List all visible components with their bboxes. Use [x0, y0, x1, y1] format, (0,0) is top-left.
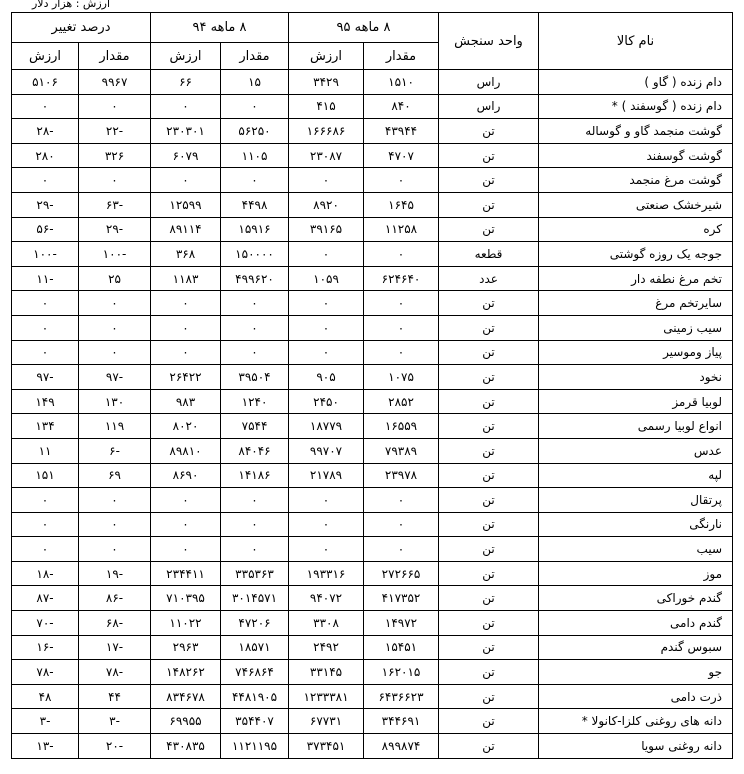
cell-product-name: دانه روغنی سویا	[539, 734, 733, 759]
cell-qty-94: ۵۶۲۵۰	[221, 119, 289, 144]
table-row	[12, 611, 733, 636]
header-unit: واحد سنجش	[439, 13, 539, 70]
header-period-95: ۸ ماهه ۹۵	[289, 13, 439, 43]
table-row	[12, 143, 733, 168]
cell-qty-change: -۲۹	[79, 217, 151, 242]
cell-product-name: موز	[539, 561, 733, 586]
unit-note: ارزش : هزار دلار	[32, 0, 111, 10]
cell-value-change: ۵۱۰۶	[12, 70, 79, 95]
cell-value-95: ۰	[289, 168, 364, 193]
cell-value-94: ۶۶	[151, 70, 221, 95]
cell-qty-95: ۰	[364, 315, 439, 340]
cell-value-95: ۰	[289, 512, 364, 537]
cell-value-change: ۱۱	[12, 438, 79, 463]
header-value-94: ارزش	[151, 43, 221, 70]
cell-qty-94: ۰	[221, 315, 289, 340]
header-change: درصد تغییر	[12, 13, 151, 43]
cell-qty-95: ۰	[364, 242, 439, 267]
cell-value-change: ۰	[12, 537, 79, 562]
cell-unit: تن	[439, 217, 539, 242]
table-row	[12, 266, 733, 291]
table-row	[12, 537, 733, 562]
cell-qty-94: ۱۲۴۰	[221, 389, 289, 414]
cell-qty-95: ۱۱۲۵۸	[364, 217, 439, 242]
cell-value-95: ۰	[289, 242, 364, 267]
cell-qty-change: ۴۴	[79, 684, 151, 709]
cell-value-95: ۲۳۰۸۷	[289, 143, 364, 168]
cell-value-95: ۰	[289, 537, 364, 562]
cell-product-name: گوشت منجمد گاو و گوساله	[539, 119, 733, 144]
cell-value-change: -۵۶	[12, 217, 79, 242]
trade-table	[11, 12, 733, 759]
cell-value-change: -۱۶	[12, 635, 79, 660]
cell-value-change: -۲۹	[12, 192, 79, 217]
cell-value-change: ۱۳۴	[12, 414, 79, 439]
cell-qty-94: ۱۵۰۰۰۰	[221, 242, 289, 267]
cell-qty-change: -۹۷	[79, 365, 151, 390]
cell-qty-95: ۷۹۳۸۹	[364, 438, 439, 463]
cell-unit: تن	[439, 463, 539, 488]
cell-value-change: ۰	[12, 512, 79, 537]
table-row	[12, 119, 733, 144]
table-row	[12, 414, 733, 439]
cell-value-95: ۱۲۳۳۳۸۱	[289, 684, 364, 709]
cell-qty-change: ۳۲۶	[79, 143, 151, 168]
cell-unit: راس	[439, 70, 539, 95]
cell-qty-change: -۷۸	[79, 660, 151, 685]
cell-unit: راس	[439, 94, 539, 119]
cell-value-change: -۷۰	[12, 611, 79, 636]
cell-value-95: ۰	[289, 315, 364, 340]
cell-unit: تن	[439, 512, 539, 537]
cell-value-change: ۲۸۰	[12, 143, 79, 168]
cell-product-name: دام زنده ( گاو )	[539, 70, 733, 95]
cell-qty-change: -۱۰۰	[79, 242, 151, 267]
cell-product-name: عدس	[539, 438, 733, 463]
cell-qty-95: ۲۷۲۶۶۵	[364, 561, 439, 586]
cell-product-name: گندم دامی	[539, 611, 733, 636]
cell-qty-change: ۱۱۹	[79, 414, 151, 439]
cell-value-94: ۱۴۸۲۶۲	[151, 660, 221, 685]
cell-value-change: ۴۸	[12, 684, 79, 709]
cell-unit: تن	[439, 537, 539, 562]
table-row	[12, 291, 733, 316]
cell-unit: تن	[439, 611, 539, 636]
cell-value-95: ۶۷۷۳۱	[289, 709, 364, 734]
cell-unit: تن	[439, 143, 539, 168]
cell-product-name: دانه های روغنی کلزا-کانولا *	[539, 709, 733, 734]
cell-product-name: سیب زمینی	[539, 315, 733, 340]
header-qty-change: مقدار	[79, 43, 151, 70]
cell-value-94: ۶۹۹۵۵	[151, 709, 221, 734]
table-row	[12, 70, 733, 95]
cell-value-94: ۷۱۰۳۹۵	[151, 586, 221, 611]
cell-qty-change: ۰	[79, 340, 151, 365]
cell-value-95: ۳۷۳۴۵۱	[289, 734, 364, 759]
cell-qty-94: ۱۴۱۸۶	[221, 463, 289, 488]
cell-value-94: ۴۳۰۸۳۵	[151, 734, 221, 759]
cell-unit: تن	[439, 684, 539, 709]
table-row	[12, 709, 733, 734]
cell-qty-change: ۰	[79, 291, 151, 316]
cell-value-95: ۰	[289, 488, 364, 513]
cell-qty-95: ۱۵۱۰	[364, 70, 439, 95]
cell-qty-change: -۱۹	[79, 561, 151, 586]
cell-qty-change: ۲۵	[79, 266, 151, 291]
cell-value-94: ۰	[151, 168, 221, 193]
cell-qty-95: ۲۳۹۷۸	[364, 463, 439, 488]
cell-product-name: کره	[539, 217, 733, 242]
cell-unit: تن	[439, 709, 539, 734]
cell-unit: عدد	[439, 266, 539, 291]
cell-qty-change: ۰	[79, 168, 151, 193]
cell-product-name: گندم خوراکی	[539, 586, 733, 611]
cell-unit: تن	[439, 438, 539, 463]
cell-value-95: ۰	[289, 340, 364, 365]
cell-qty-95: ۳۴۴۶۹۱	[364, 709, 439, 734]
cell-qty-95: ۶۲۴۶۴۰	[364, 266, 439, 291]
cell-qty-94: ۱۸۵۷۱	[221, 635, 289, 660]
cell-value-change: -۷۸	[12, 660, 79, 685]
cell-value-94: ۲۳۴۴۱۱	[151, 561, 221, 586]
cell-unit: تن	[439, 168, 539, 193]
cell-unit: تن	[439, 488, 539, 513]
cell-qty-95: ۰	[364, 340, 439, 365]
cell-value-94: ۸۹۱۱۴	[151, 217, 221, 242]
table-row	[12, 94, 733, 119]
cell-unit: تن	[439, 734, 539, 759]
cell-product-name: گوشت مرغ منجمد	[539, 168, 733, 193]
cell-value-change: ۰	[12, 168, 79, 193]
cell-qty-95: ۶۴۳۶۶۲۳	[364, 684, 439, 709]
cell-qty-95: ۰	[364, 512, 439, 537]
cell-qty-94: ۱۵۹۱۶	[221, 217, 289, 242]
cell-qty-94: ۳۹۵۰۴	[221, 365, 289, 390]
table-row	[12, 512, 733, 537]
cell-value-94: ۰	[151, 340, 221, 365]
cell-value-change: -۱۱	[12, 266, 79, 291]
table-row	[12, 684, 733, 709]
table-row	[12, 389, 733, 414]
cell-value-change: ۱۵۱	[12, 463, 79, 488]
table-body	[12, 70, 733, 759]
cell-qty-95: ۴۱۷۳۵۲	[364, 586, 439, 611]
cell-value-95: ۱۹۳۳۱۶	[289, 561, 364, 586]
cell-value-94: ۹۸۳	[151, 389, 221, 414]
cell-value-94: ۰	[151, 291, 221, 316]
cell-value-change: -۲۸	[12, 119, 79, 144]
cell-qty-95: ۱۴۹۷۲	[364, 611, 439, 636]
cell-value-change: ۰	[12, 94, 79, 119]
cell-value-94: ۲۶۴۲۲	[151, 365, 221, 390]
table-row	[12, 438, 733, 463]
cell-product-name: سایرتخم مرغ	[539, 291, 733, 316]
cell-value-94: ۰	[151, 537, 221, 562]
cell-value-95: ۱۶۶۶۸۶	[289, 119, 364, 144]
cell-value-change: ۰	[12, 488, 79, 513]
cell-qty-change: -۶۸	[79, 611, 151, 636]
cell-qty-change: -۲۰	[79, 734, 151, 759]
cell-qty-94: ۷۴۶۸۶۴	[221, 660, 289, 685]
header-period-94: ۸ ماهه ۹۴	[151, 13, 289, 43]
cell-value-95: ۳۴۲۹	[289, 70, 364, 95]
cell-qty-95: ۱۶۴۵	[364, 192, 439, 217]
cell-product-name: شیرخشک صنعتی	[539, 192, 733, 217]
cell-value-94: ۱۲۵۹۹	[151, 192, 221, 217]
cell-qty-change: -۶۳	[79, 192, 151, 217]
cell-qty-95: ۴۳۹۴۴	[364, 119, 439, 144]
cell-value-94: ۳۶۸	[151, 242, 221, 267]
cell-unit: تن	[439, 414, 539, 439]
cell-qty-94: ۰	[221, 537, 289, 562]
cell-qty-94: ۸۴۰۴۶	[221, 438, 289, 463]
cell-value-95: ۲۴۹۲	[289, 635, 364, 660]
cell-value-change: -۳	[12, 709, 79, 734]
table-row	[12, 660, 733, 685]
cell-unit: تن	[439, 340, 539, 365]
cell-product-name: نارنگی	[539, 512, 733, 537]
cell-value-95: ۸۹۲۰	[289, 192, 364, 217]
cell-unit: تن	[439, 389, 539, 414]
cell-product-name: پرتقال	[539, 488, 733, 513]
cell-qty-95: ۰	[364, 291, 439, 316]
cell-value-94: ۰	[151, 488, 221, 513]
cell-qty-94: ۰	[221, 291, 289, 316]
table-row	[12, 168, 733, 193]
cell-value-94: ۱۱۸۳	[151, 266, 221, 291]
cell-unit: تن	[439, 635, 539, 660]
cell-value-94: ۶۰۷۹	[151, 143, 221, 168]
cell-product-name: سیب	[539, 537, 733, 562]
cell-product-name: لپه	[539, 463, 733, 488]
cell-product-name: سبوس گندم	[539, 635, 733, 660]
cell-product-name: لوبیا قرمز	[539, 389, 733, 414]
cell-value-94: ۰	[151, 94, 221, 119]
cell-qty-94: ۱۱۰۵	[221, 143, 289, 168]
cell-qty-94: ۱۵	[221, 70, 289, 95]
cell-qty-change: ۰	[79, 488, 151, 513]
cell-value-94: ۲۹۶۳	[151, 635, 221, 660]
cell-qty-change: ۰	[79, 315, 151, 340]
cell-value-94: ۰	[151, 315, 221, 340]
table-row	[12, 242, 733, 267]
cell-value-change: -۹۷	[12, 365, 79, 390]
cell-qty-95: ۱۶۲۰۱۵	[364, 660, 439, 685]
cell-value-change: -۱۰۰	[12, 242, 79, 267]
cell-qty-94: ۰	[221, 94, 289, 119]
cell-qty-94: ۰	[221, 340, 289, 365]
cell-value-94: ۸۰۲۰	[151, 414, 221, 439]
cell-value-change: ۰	[12, 340, 79, 365]
table-row	[12, 315, 733, 340]
header-product-name: نام کالا	[539, 13, 733, 70]
cell-qty-94: ۴۴۹۸	[221, 192, 289, 217]
cell-qty-95: ۴۷۰۷	[364, 143, 439, 168]
table-row	[12, 635, 733, 660]
table-row	[12, 463, 733, 488]
cell-qty-change: ۰	[79, 537, 151, 562]
cell-qty-95: ۸۴۰	[364, 94, 439, 119]
cell-value-94: ۲۳۰۳۰۱	[151, 119, 221, 144]
cell-value-95: ۹۹۷۰۷	[289, 438, 364, 463]
cell-qty-94: ۴۷۲۰۶	[221, 611, 289, 636]
table-row	[12, 365, 733, 390]
cell-value-95: ۱۰۵۹	[289, 266, 364, 291]
cell-qty-95: ۰	[364, 537, 439, 562]
cell-qty-change: -۶	[79, 438, 151, 463]
cell-product-name: انواع لوبیا رسمی	[539, 414, 733, 439]
cell-qty-94: ۳۰۱۴۵۷۱	[221, 586, 289, 611]
cell-value-95: ۳۳۰۸	[289, 611, 364, 636]
cell-value-change: -۸۷	[12, 586, 79, 611]
table-row	[12, 586, 733, 611]
header-qty-95: مقدار	[364, 43, 439, 70]
cell-product-name: ذرت دامی	[539, 684, 733, 709]
cell-value-95: ۹۴۰۷۲	[289, 586, 364, 611]
cell-product-name: جوجه یک روزه گوشتی	[539, 242, 733, 267]
cell-value-95: ۹۰۵	[289, 365, 364, 390]
cell-value-95: ۳۹۱۶۵	[289, 217, 364, 242]
cell-value-95: ۲۴۵۰	[289, 389, 364, 414]
cell-qty-95: ۰	[364, 488, 439, 513]
cell-value-94: ۱۱۰۲۲	[151, 611, 221, 636]
cell-qty-change: -۱۷	[79, 635, 151, 660]
cell-value-95: ۰	[289, 291, 364, 316]
cell-value-change: ۰	[12, 315, 79, 340]
cell-qty-95: ۲۸۵۲	[364, 389, 439, 414]
cell-qty-94: ۱۱۲۱۱۹۵	[221, 734, 289, 759]
cell-value-change: -۱۸	[12, 561, 79, 586]
cell-qty-95: ۸۹۹۸۷۴	[364, 734, 439, 759]
cell-value-95: ۳۳۱۴۵	[289, 660, 364, 685]
cell-unit: تن	[439, 586, 539, 611]
cell-qty-95: ۱۰۷۵	[364, 365, 439, 390]
cell-unit: تن	[439, 365, 539, 390]
cell-qty-change: ۱۳۰	[79, 389, 151, 414]
cell-qty-change: ۰	[79, 94, 151, 119]
cell-value-94: ۸۳۴۶۷۸	[151, 684, 221, 709]
cell-unit: تن	[439, 315, 539, 340]
cell-value-95: ۱۸۷۷۹	[289, 414, 364, 439]
cell-qty-change: -۲۲	[79, 119, 151, 144]
table-row	[12, 340, 733, 365]
cell-qty-94: ۳۵۴۴۰۷	[221, 709, 289, 734]
table-row	[12, 561, 733, 586]
cell-value-95: ۴۱۵	[289, 94, 364, 119]
cell-product-name: گوشت گوسفند	[539, 143, 733, 168]
table-row	[12, 488, 733, 513]
cell-qty-95: ۱۶۵۵۹	[364, 414, 439, 439]
cell-unit: تن	[439, 561, 539, 586]
cell-product-name: نخود	[539, 365, 733, 390]
cell-value-94: ۰	[151, 512, 221, 537]
cell-qty-95: ۱۵۴۵۱	[364, 635, 439, 660]
cell-qty-change: ۹۹۶۷	[79, 70, 151, 95]
cell-qty-94: ۷۵۴۴	[221, 414, 289, 439]
cell-value-94: ۸۹۸۱۰	[151, 438, 221, 463]
cell-product-name: جو	[539, 660, 733, 685]
header-value-change: ارزش	[12, 43, 79, 70]
header-value-95: ارزش	[289, 43, 364, 70]
cell-unit: تن	[439, 291, 539, 316]
cell-unit: تن	[439, 660, 539, 685]
cell-value-95: ۲۱۷۸۹	[289, 463, 364, 488]
cell-unit: تن	[439, 192, 539, 217]
cell-product-name: تخم مرغ نطفه دار	[539, 266, 733, 291]
cell-value-94: ۸۶۹۰	[151, 463, 221, 488]
cell-qty-change: -۳	[79, 709, 151, 734]
cell-unit: قطعه	[439, 242, 539, 267]
cell-qty-94: ۰	[221, 488, 289, 513]
header-qty-94: مقدار	[221, 43, 289, 70]
cell-qty-change: ۶۹	[79, 463, 151, 488]
cell-product-name: پیاز وموسیر	[539, 340, 733, 365]
cell-qty-94: ۳۳۵۳۶۳	[221, 561, 289, 586]
cell-unit: تن	[439, 119, 539, 144]
table-row	[12, 217, 733, 242]
cell-qty-94: ۰	[221, 168, 289, 193]
cell-qty-94: ۰	[221, 512, 289, 537]
cell-qty-change: -۸۶	[79, 586, 151, 611]
cell-value-change: ۰	[12, 291, 79, 316]
cell-value-change: ۱۴۹	[12, 389, 79, 414]
table-row	[12, 192, 733, 217]
cell-product-name: دام زنده ( گوسفند ) *	[539, 94, 733, 119]
cell-qty-95: ۰	[364, 168, 439, 193]
cell-qty-94: ۴۹۹۶۲۰	[221, 266, 289, 291]
cell-qty-change: ۰	[79, 512, 151, 537]
cell-value-change: -۱۳	[12, 734, 79, 759]
table-row	[12, 734, 733, 759]
cell-qty-94: ۴۴۸۱۹۰۵	[221, 684, 289, 709]
